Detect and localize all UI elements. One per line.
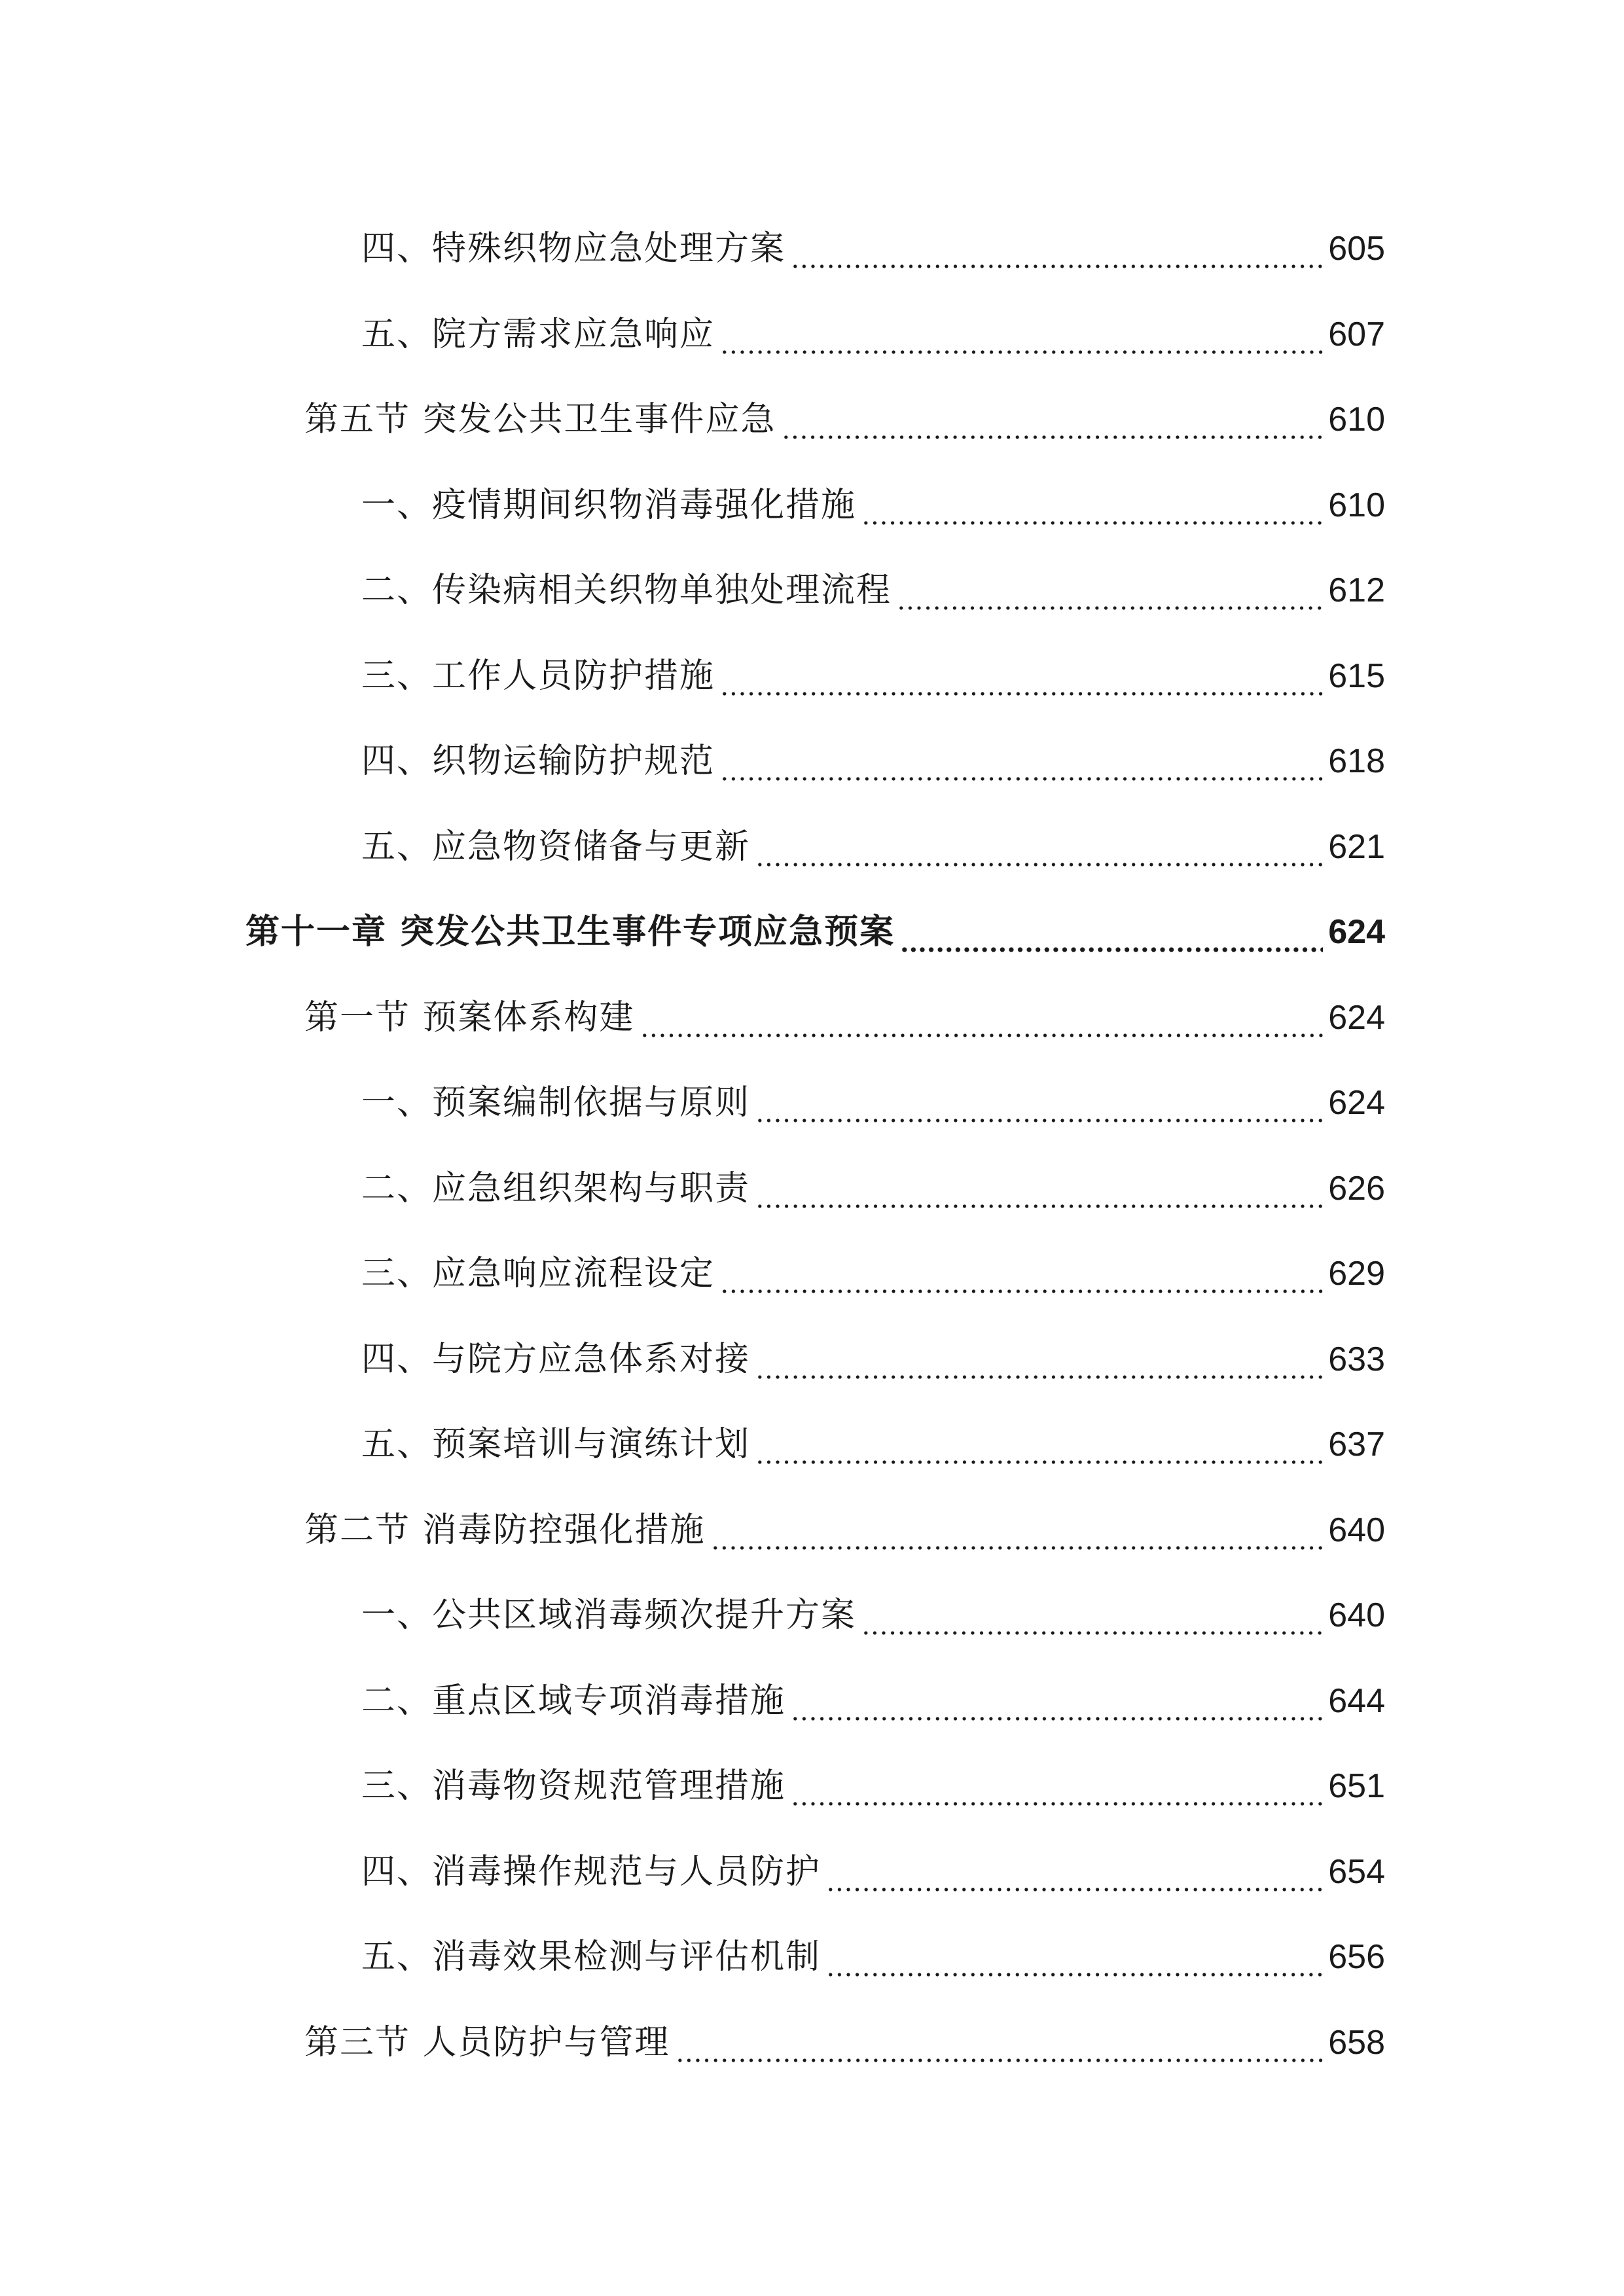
- toc-page-number: 612: [1328, 571, 1385, 610]
- toc-dot-leader: [755, 1090, 1323, 1124]
- toc-entry[interactable]: [0, 463, 1624, 548]
- toc-dot-leader: [676, 2030, 1324, 2064]
- toc-entry-title: 一、预案编制依据与原则: [361, 1083, 751, 1123]
- toc-dot-leader: [640, 1005, 1324, 1039]
- toc-entry[interactable]: [0, 719, 1624, 804]
- toc-dot-leader: [861, 492, 1323, 526]
- toc-entry[interactable]: [0, 804, 1624, 890]
- toc-entry-title: 三、工作人员防护措施: [361, 656, 715, 696]
- toc-entry[interactable]: [0, 1231, 1624, 1317]
- toc-entry-title: 四、消毒操作规范与人员防护: [361, 1852, 821, 1892]
- toc-page-number: 633: [1328, 1340, 1385, 1378]
- toc-entry[interactable]: [0, 1060, 1624, 1146]
- toc-entry[interactable]: [0, 1317, 1624, 1403]
- toc-entry-title: 五、消毒效果检测与评估机制: [361, 1937, 821, 1977]
- toc-page-number: 610: [1328, 401, 1385, 439]
- toc-dot-leader: [755, 834, 1323, 868]
- toc-section-title: 第二节 消毒防控强化措施: [304, 1510, 706, 1550]
- toc-entry-title: 四、织物运输防护规范: [361, 742, 715, 781]
- toc-dot-leader: [755, 1175, 1323, 1210]
- toc-dot-leader: [791, 1688, 1323, 1722]
- toc-entry-title: 二、重点区域专项消毒措施: [361, 1681, 786, 1721]
- toc-page-number: 651: [1328, 1767, 1385, 1806]
- toc-entry-title: 三、消毒物资规范管理措施: [361, 1767, 786, 1806]
- toc-entry[interactable]: [0, 1573, 1624, 1659]
- toc-page-number: 640: [1328, 1511, 1385, 1549]
- toc-entry[interactable]: [0, 1402, 1624, 1488]
- toc-page-number: 658: [1328, 2023, 1385, 2062]
- toc-page-number: 626: [1328, 1169, 1385, 1208]
- toc-entry-title: 四、特殊织物应急处理方案: [361, 229, 786, 269]
- toc-dot-leader: [861, 1602, 1323, 1636]
- toc-dot-leader: [900, 919, 1323, 953]
- toc-page-number: 640: [1328, 1596, 1385, 1635]
- toc-chapter-entry[interactable]: [0, 889, 1624, 975]
- toc-section-entry[interactable]: [0, 377, 1624, 463]
- toc-page-number: 618: [1328, 742, 1385, 781]
- toc-chapter-title: 第十一章 突发公共卫生事件专项应急预案: [245, 912, 895, 952]
- toc-dot-leader: [791, 236, 1323, 270]
- toc-dot-leader: [711, 1517, 1324, 1551]
- toc-dot-leader: [897, 577, 1323, 611]
- toc-dot-leader: [826, 1944, 1323, 1978]
- toc-entry-title: 四、与院方应急体系对接: [361, 1339, 751, 1379]
- toc-entry-title: 一、疫情期间织物消毒强化措施: [361, 485, 857, 525]
- toc-page-number: 605: [1328, 230, 1385, 268]
- toc-entry[interactable]: [0, 1659, 1624, 1744]
- toc-entry[interactable]: [0, 292, 1624, 378]
- toc-dot-leader: [782, 406, 1324, 440]
- toc-entry-title: 二、应急组织架构与职责: [361, 1168, 751, 1208]
- toc-page-number: 621: [1328, 827, 1385, 866]
- toc-entry[interactable]: [0, 1829, 1624, 1915]
- toc-page-number: 624: [1328, 913, 1385, 952]
- toc-entry[interactable]: [0, 1914, 1624, 2000]
- toc-page-number: 644: [1328, 1681, 1385, 1720]
- toc-entry-title: 三、应急响应流程设定: [361, 1254, 715, 1294]
- toc-dot-leader: [791, 1773, 1323, 1807]
- toc-dot-leader: [720, 663, 1323, 697]
- toc-dot-leader: [720, 321, 1323, 355]
- toc-entry[interactable]: [0, 1146, 1624, 1232]
- toc-section-title: 第三节 人员防护与管理: [304, 2022, 670, 2062]
- toc-section-title: 第一节 预案体系构建: [304, 997, 635, 1037]
- toc-entry[interactable]: [0, 206, 1624, 292]
- toc-entry-title: 五、预案培训与演练计划: [361, 1425, 751, 1465]
- toc-page-number: 624: [1328, 1084, 1385, 1122]
- toc-page-number: 607: [1328, 315, 1385, 353]
- toc-section-entry[interactable]: [0, 975, 1624, 1061]
- table-of-contents: [0, 206, 1624, 2085]
- toc-dot-leader: [720, 748, 1323, 782]
- toc-page-number: 624: [1328, 998, 1385, 1037]
- toc-section-entry[interactable]: [0, 2000, 1624, 2086]
- toc-page-number: 654: [1328, 1852, 1385, 1891]
- toc-section-title: 第五节 突发公共卫生事件应急: [304, 400, 776, 440]
- toc-page-number: 610: [1328, 486, 1385, 524]
- toc-page-number: 656: [1328, 1938, 1385, 1977]
- toc-dot-leader: [755, 1431, 1323, 1465]
- toc-dot-leader: [755, 1346, 1323, 1380]
- toc-entry[interactable]: [0, 1744, 1624, 1829]
- toc-entry[interactable]: [0, 548, 1624, 634]
- toc-entry-title: 五、院方需求应急响应: [361, 314, 715, 354]
- toc-dot-leader: [826, 1859, 1323, 1893]
- toc-page-number: 615: [1328, 656, 1385, 695]
- toc-entry-title: 一、公共区域消毒频次提升方案: [361, 1596, 857, 1636]
- toc-page-number: 629: [1328, 1255, 1385, 1293]
- toc-entry[interactable]: [0, 634, 1624, 719]
- toc-page-number: 637: [1328, 1426, 1385, 1464]
- toc-section-entry[interactable]: [0, 1488, 1624, 1573]
- toc-entry-title: 二、传染病相关织物单独处理流程: [361, 571, 892, 611]
- toc-entry-title: 五、应急物资储备与更新: [361, 827, 751, 867]
- toc-dot-leader: [720, 1261, 1323, 1295]
